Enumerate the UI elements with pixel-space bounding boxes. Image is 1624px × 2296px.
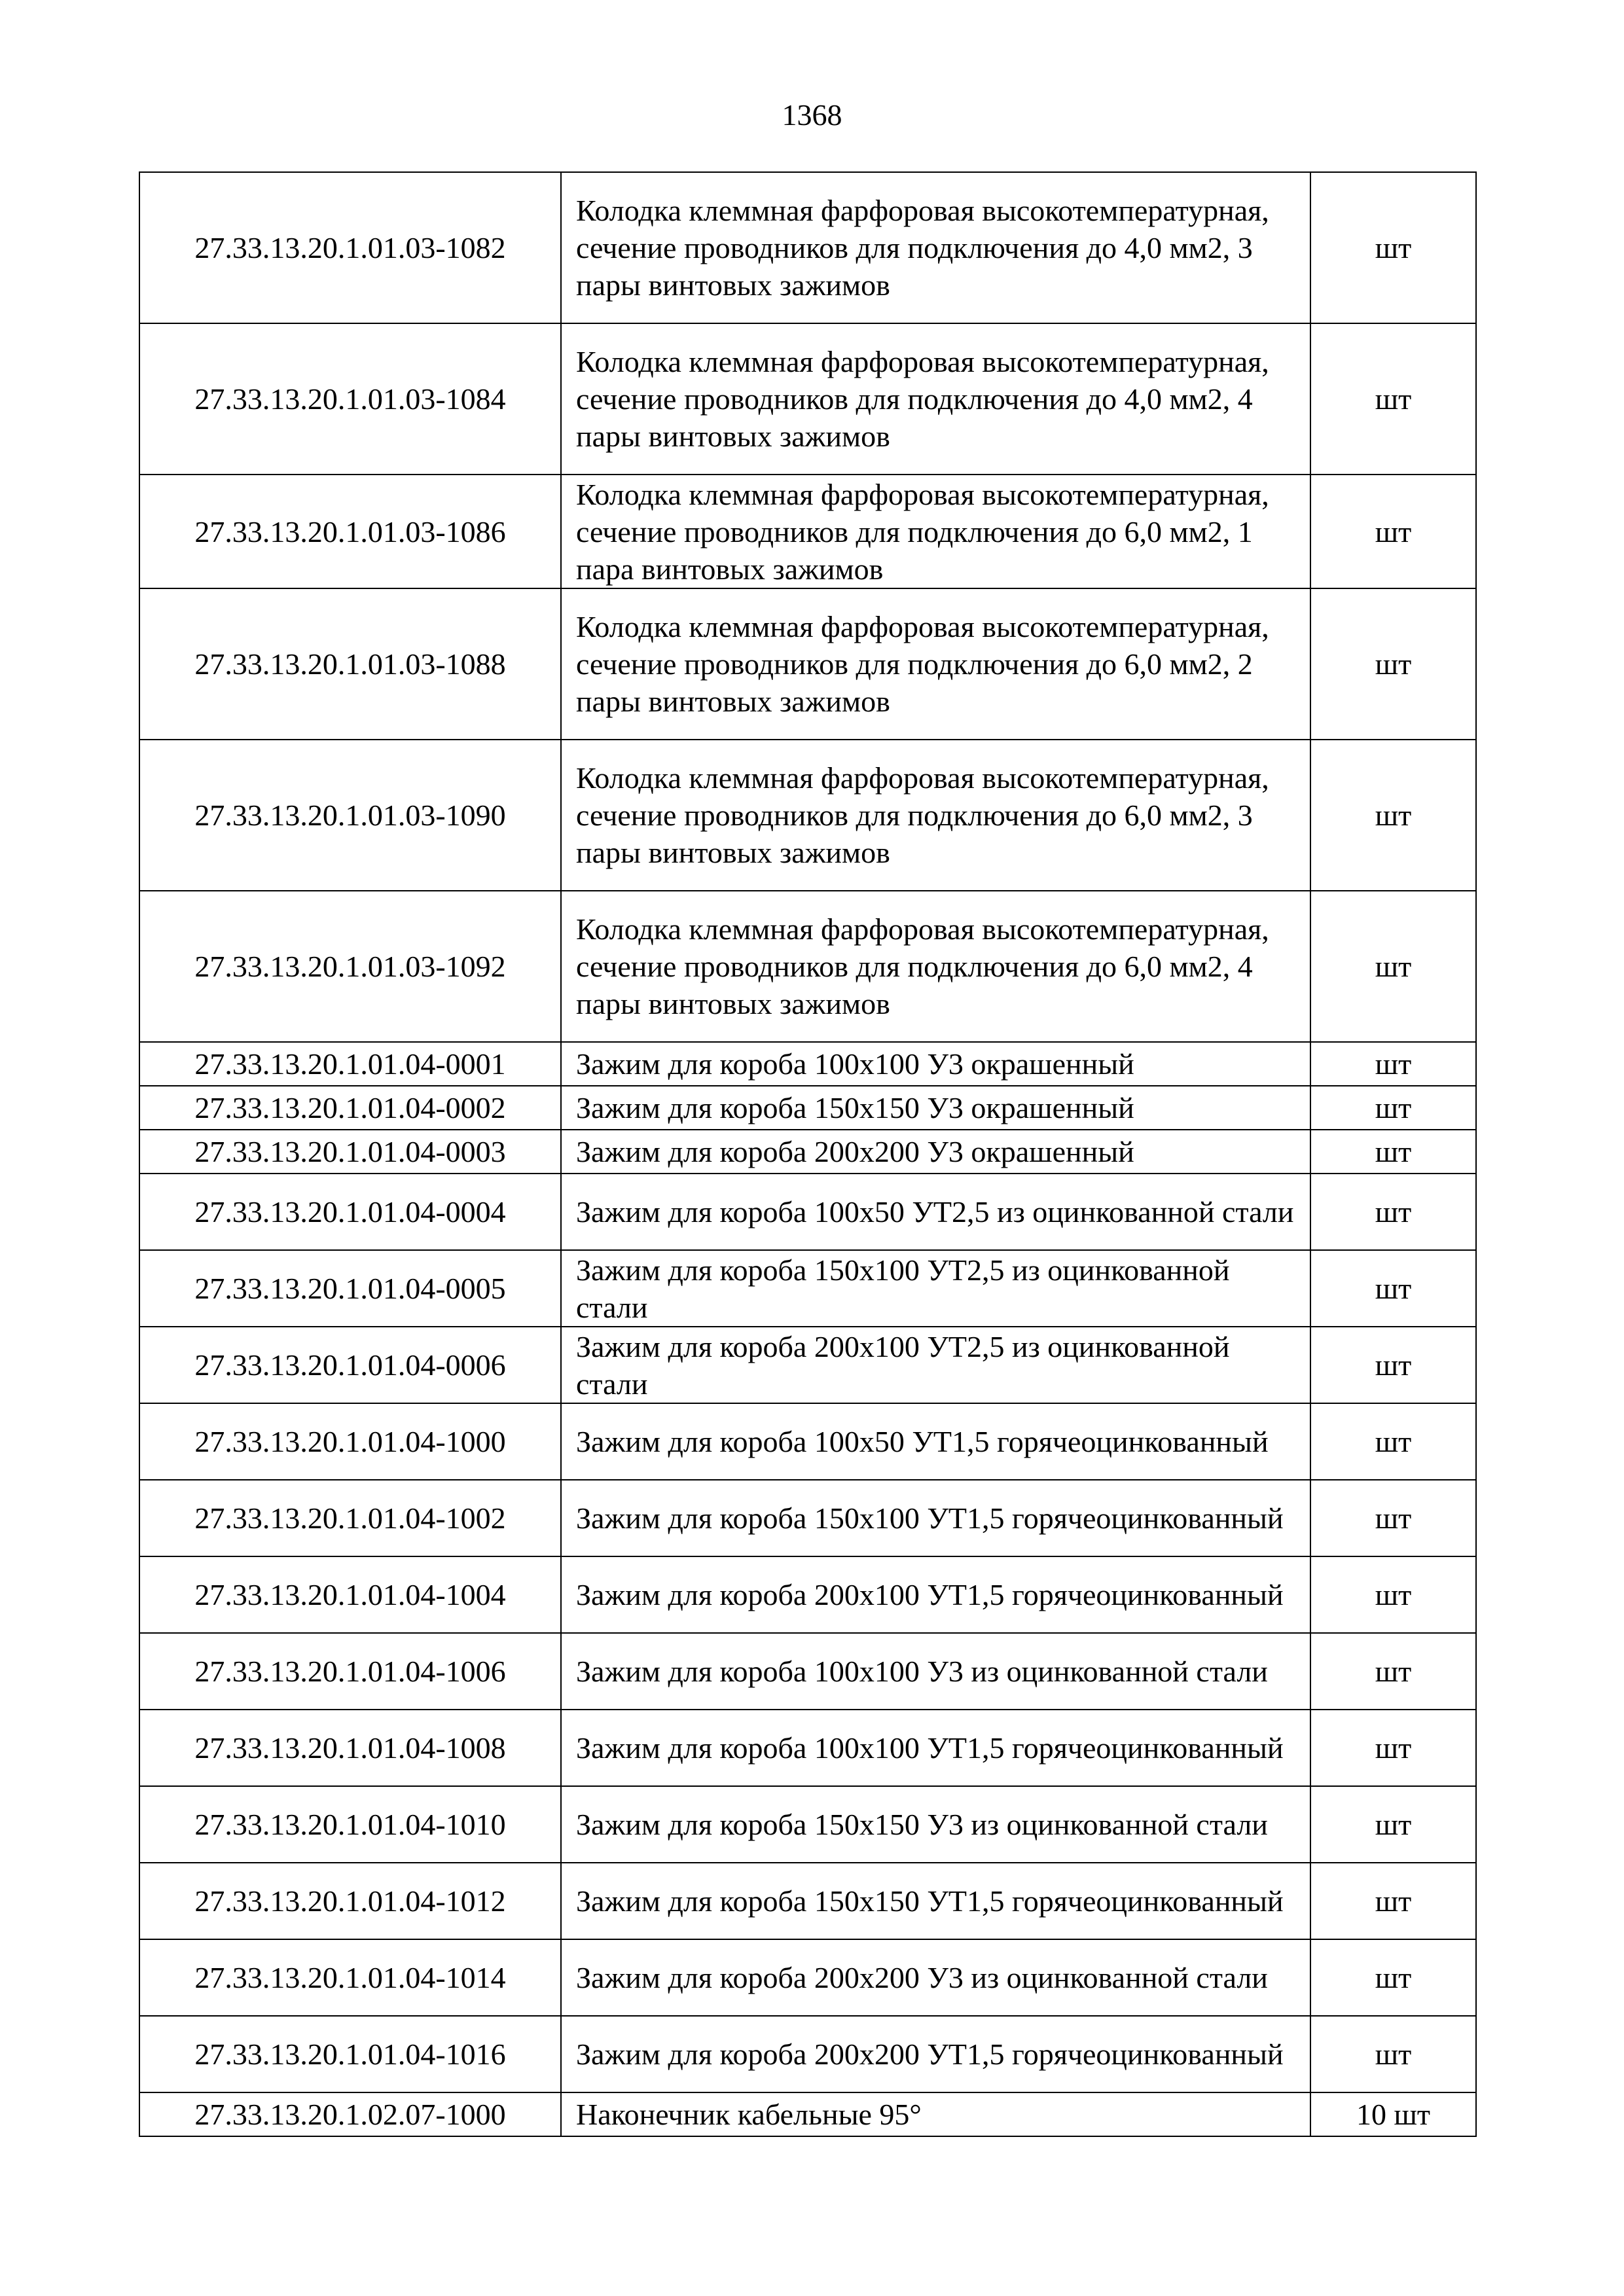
table-row bbox=[139, 1863, 1476, 1939]
resource-unit: шт bbox=[1310, 323, 1476, 475]
resource-table-body bbox=[139, 172, 1476, 2136]
table-row bbox=[139, 1710, 1476, 1786]
table-row bbox=[139, 588, 1476, 740]
table-row bbox=[139, 1633, 1476, 1710]
resource-unit: шт bbox=[1310, 588, 1476, 740]
resource-unit: шт bbox=[1310, 2016, 1476, 2092]
table-row bbox=[139, 1480, 1476, 1556]
resource-name: Колодка клеммная фарфоровая высокотемпературная, сечение проводников для подключения до 6,0 мм2, 4 пары винтовых зажимов bbox=[561, 891, 1310, 1042]
resource-code: 27.33.13.20.1.01.04-1000 bbox=[139, 1403, 561, 1480]
resource-name: Зажим для короба 150х100 УТ1,5 горячеоцинкованный bbox=[561, 1480, 1310, 1556]
resource-name: Зажим для короба 200х200 У3 из оцинкованной стали bbox=[561, 1939, 1310, 2016]
resource-code: 27.33.13.20.1.01.04-0005 bbox=[139, 1250, 561, 1327]
resource-name: Колодка клеммная фарфоровая высокотемпературная, сечение проводников для подключения до 6,0 мм2, 2 пары винтовых зажимов bbox=[561, 588, 1310, 740]
resource-name: Зажим для короба 150х150 У3 окрашенный bbox=[561, 1086, 1310, 1130]
table-row bbox=[139, 1939, 1476, 2016]
resource-unit: шт bbox=[1310, 1939, 1476, 2016]
table-row bbox=[139, 1130, 1476, 1174]
table-row bbox=[139, 1403, 1476, 1480]
resource-unit: шт bbox=[1310, 1556, 1476, 1633]
table-row bbox=[139, 323, 1476, 475]
table-row bbox=[139, 2016, 1476, 2092]
resource-unit: шт bbox=[1310, 740, 1476, 891]
resource-unit: шт bbox=[1310, 475, 1476, 588]
resource-code: 27.33.13.20.1.01.04-1016 bbox=[139, 2016, 561, 2092]
table-row bbox=[139, 1042, 1476, 1086]
resource-unit: шт bbox=[1310, 891, 1476, 1042]
page-number: 1368 bbox=[782, 98, 842, 132]
resource-unit: 10 шт bbox=[1310, 2092, 1476, 2136]
resource-code: 27.33.13.20.1.01.04-0006 bbox=[139, 1327, 561, 1403]
table-row bbox=[139, 2092, 1476, 2136]
resource-unit: шт bbox=[1310, 1710, 1476, 1786]
resource-name: Колодка клеммная фарфоровая высокотемпературная, сечение проводников для подключения до 6,0 мм2, 1 пара винтовых зажимов bbox=[561, 475, 1310, 588]
resource-name: Зажим для короба 200х100 УТ1,5 горячеоцинкованный bbox=[561, 1556, 1310, 1633]
resource-unit: шт bbox=[1310, 1327, 1476, 1403]
resource-unit: шт bbox=[1310, 1786, 1476, 1863]
resource-name: Зажим для короба 150х150 УТ1,5 горячеоцинкованный bbox=[561, 1863, 1310, 1939]
table-row bbox=[139, 1086, 1476, 1130]
table-row bbox=[139, 1556, 1476, 1633]
resource-code: 27.33.13.20.1.01.03-1084 bbox=[139, 323, 561, 475]
resource-unit: шт bbox=[1310, 1633, 1476, 1710]
resource-code: 27.33.13.20.1.01.03-1088 bbox=[139, 588, 561, 740]
resource-code: 27.33.13.20.1.01.04-1014 bbox=[139, 1939, 561, 2016]
resource-unit: шт bbox=[1310, 1250, 1476, 1327]
table-row bbox=[139, 1250, 1476, 1327]
resource-name: Колодка клеммная фарфоровая высокотемпературная, сечение проводников для подключения до 6,0 мм2, 3 пары винтовых зажимов bbox=[561, 740, 1310, 891]
resource-name: Зажим для короба 150х100 УТ2,5 из оцинкованной стали bbox=[561, 1250, 1310, 1327]
resource-code: 27.33.13.20.1.01.04-0003 bbox=[139, 1130, 561, 1174]
resource-unit: шт bbox=[1310, 1480, 1476, 1556]
resource-code: 27.33.13.20.1.01.04-1010 bbox=[139, 1786, 561, 1863]
resource-name: Зажим для короба 100х50 УТ2,5 из оцинкованной стали bbox=[561, 1174, 1310, 1250]
resource-code: 27.33.13.20.1.01.03-1082 bbox=[139, 172, 561, 323]
resource-name: Зажим для короба 100х100 У3 окрашенный bbox=[561, 1042, 1310, 1086]
resource-code: 27.33.13.20.1.01.04-0002 bbox=[139, 1086, 561, 1130]
resource-name: Колодка клеммная фарфоровая высокотемпературная, сечение проводников для подключения до 4,0 мм2, 4 пары винтовых зажимов bbox=[561, 323, 1310, 475]
resource-code: 27.33.13.20.1.01.04-1008 bbox=[139, 1710, 561, 1786]
table-row bbox=[139, 891, 1476, 1042]
resource-unit: шт bbox=[1310, 1174, 1476, 1250]
resource-code: 27.33.13.20.1.01.04-1012 bbox=[139, 1863, 561, 1939]
resource-name: Зажим для короба 100х50 УТ1,5 горячеоцинкованный bbox=[561, 1403, 1310, 1480]
resource-name: Зажим для короба 100х100 У3 из оцинкованной стали bbox=[561, 1633, 1310, 1710]
resource-code: 27.33.13.20.1.01.03-1092 bbox=[139, 891, 561, 1042]
resource-name: Колодка клеммная фарфоровая высокотемпературная, сечение проводников для подключения до 4,0 мм2, 3 пары винтовых зажимов bbox=[561, 172, 1310, 323]
table-row bbox=[139, 1786, 1476, 1863]
resource-code: 27.33.13.20.1.01.04-1002 bbox=[139, 1480, 561, 1556]
table-row bbox=[139, 1174, 1476, 1250]
resource-unit: шт bbox=[1310, 1403, 1476, 1480]
table-row bbox=[139, 475, 1476, 588]
resource-code: 27.33.13.20.1.01.04-1006 bbox=[139, 1633, 561, 1710]
resource-code: 27.33.13.20.1.01.04-1004 bbox=[139, 1556, 561, 1633]
resource-unit: шт bbox=[1310, 1042, 1476, 1086]
resource-unit: шт bbox=[1310, 172, 1476, 323]
resource-name: Наконечник кабельные 95° bbox=[561, 2092, 1310, 2136]
resource-unit: шт bbox=[1310, 1863, 1476, 1939]
resource-unit: шт bbox=[1310, 1130, 1476, 1174]
resource-name: Зажим для короба 200х200 УТ1,5 горячеоцинкованный bbox=[561, 2016, 1310, 2092]
resource-name: Зажим для короба 200х100 УТ2,5 из оцинкованной стали bbox=[561, 1327, 1310, 1403]
resource-name: Зажим для короба 100х100 УТ1,5 горячеоцинкованный bbox=[561, 1710, 1310, 1786]
resource-code: 27.33.13.20.1.01.04-0001 bbox=[139, 1042, 561, 1086]
table-row bbox=[139, 1327, 1476, 1403]
resource-name: Зажим для короба 200х200 У3 окрашенный bbox=[561, 1130, 1310, 1174]
table-row bbox=[139, 172, 1476, 323]
resource-name: Зажим для короба 150х150 У3 из оцинкованной стали bbox=[561, 1786, 1310, 1863]
resource-code: 27.33.13.20.1.01.03-1090 bbox=[139, 740, 561, 891]
resource-unit: шт bbox=[1310, 1086, 1476, 1130]
table-row bbox=[139, 740, 1476, 891]
resource-code: 27.33.13.20.1.02.07-1000 bbox=[139, 2092, 561, 2136]
resource-code: 27.33.13.20.1.01.04-0004 bbox=[139, 1174, 561, 1250]
resource-code: 27.33.13.20.1.01.03-1086 bbox=[139, 475, 561, 588]
resource-table bbox=[139, 171, 1477, 2137]
